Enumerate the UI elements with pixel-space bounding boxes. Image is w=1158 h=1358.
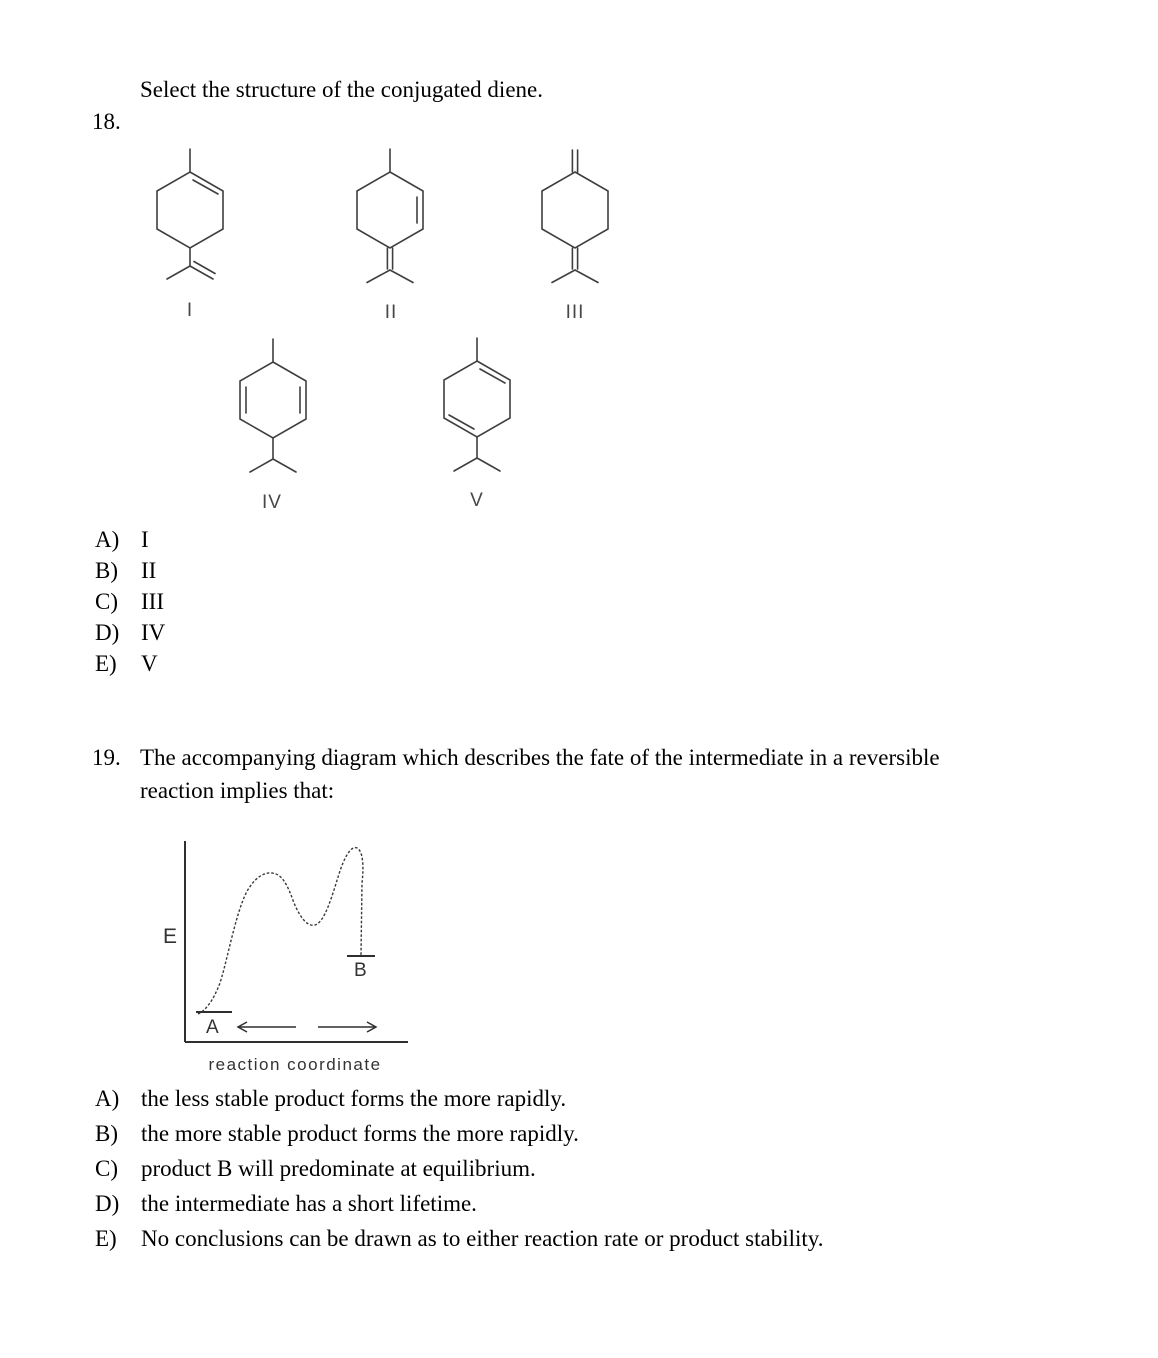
q18-option-a — [95, 526, 165, 557]
q19-option-a — [95, 1085, 824, 1120]
option-text: No conclusions can be drawn as to either reaction rate or product stability. — [141, 1226, 824, 1251]
structure-II-drawing — [330, 130, 450, 290]
q19-prompt-line2: reaction implies that: — [140, 778, 335, 803]
option-text: the intermediate has a short lifetime. — [141, 1191, 477, 1216]
ring-double-bond-inner-line — [193, 180, 218, 194]
structure-III-label: III — [565, 302, 585, 323]
q18-options — [95, 526, 165, 681]
energy-diagram — [150, 833, 440, 1083]
q19-options — [95, 1085, 824, 1260]
structure-V-drawing — [417, 319, 537, 479]
option-text: III — [141, 589, 164, 614]
q19-option-c — [95, 1155, 824, 1190]
option-text: IV — [141, 620, 166, 645]
structure-IV-drawing — [213, 320, 333, 480]
y-axis-label: E — [163, 925, 178, 948]
q18-prompt: Select the structure of the conjugated diene. — [140, 77, 543, 102]
q18-option-d — [95, 619, 165, 650]
option-letter: C) — [95, 1156, 118, 1181]
hexagon-ring — [542, 172, 608, 248]
option-letter: E) — [95, 1226, 117, 1251]
exocyclic-methylene-double-bond — [572, 150, 577, 172]
x-axis-label: reaction coordinate — [208, 1055, 382, 1074]
ring-double-bond-inner-line-upper-right — [480, 369, 505, 383]
structure-IV-label: IV — [262, 492, 282, 513]
level-A-label: A — [206, 1017, 219, 1038]
option-text: the more stable product forms the more rapidly. — [141, 1121, 579, 1146]
option-letter: A) — [95, 1086, 120, 1111]
hexagon-ring — [157, 172, 223, 248]
q19-number: 19. — [92, 745, 121, 770]
structure-III-drawing — [515, 130, 635, 290]
structure-I-label: I — [186, 300, 194, 321]
option-text: I — [141, 527, 149, 552]
option-letter: D) — [95, 1191, 120, 1216]
structure-II-label: II — [384, 302, 398, 323]
q18-number: 18. — [92, 109, 121, 134]
isopropylidene-group — [367, 248, 413, 283]
isopropyl-group — [454, 437, 500, 471]
option-letter: D) — [95, 620, 120, 645]
option-text: product B will predominate at equilibrium. — [141, 1156, 536, 1181]
hexagon-ring — [444, 361, 510, 437]
q19-option-d — [95, 1190, 824, 1225]
option-letter: B) — [95, 558, 118, 583]
left-arrow — [238, 1022, 296, 1032]
structure-V-label: V — [470, 490, 484, 511]
level-B-label: B — [354, 960, 367, 981]
isopropyl-group — [250, 438, 296, 472]
hexagon-ring — [357, 172, 423, 248]
option-letter: C) — [95, 589, 118, 614]
structure-I-drawing — [130, 130, 250, 290]
option-text: II — [141, 558, 157, 583]
option-text: the less stable product forms the more rapidly. — [141, 1086, 567, 1111]
right-arrow — [318, 1022, 376, 1032]
option-letter: E) — [95, 651, 117, 676]
option-letter: B) — [95, 1121, 118, 1146]
q18-option-b — [95, 557, 165, 588]
q18-option-e — [95, 650, 165, 681]
ring-double-bond-inner-line-lower-left — [449, 415, 474, 429]
q19-prompt-line1: The accompanying diagram which describes the fate of the intermediate in a reversible — [140, 745, 940, 770]
isopropylidene-group — [552, 248, 598, 283]
isopropenyl-group — [167, 248, 215, 279]
q19-option-e — [95, 1225, 824, 1260]
energy-profile-curve — [198, 848, 363, 1014]
q19-option-b — [95, 1120, 824, 1155]
option-text: V — [141, 651, 158, 676]
option-letter: A) — [95, 527, 120, 552]
q18-option-c — [95, 588, 165, 619]
hexagon-ring — [240, 362, 306, 438]
